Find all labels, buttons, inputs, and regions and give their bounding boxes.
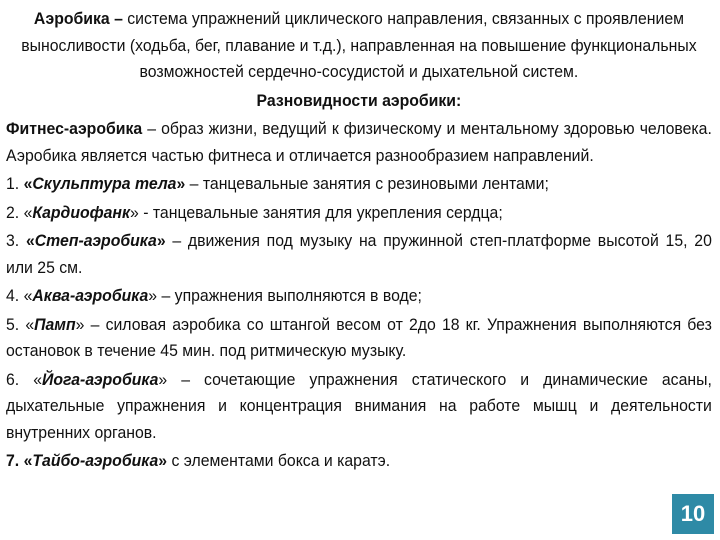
item-quote-open: « [19,231,35,250]
item-quote-open: « [19,314,35,334]
item-number: 1. [6,174,20,193]
item-quote-open: « [19,202,33,222]
item-text: – силовая аэробика со штангой весом от 2до 18 кг. Упражнения выполняются без остановок в течение 45 мин. под ритмическую музыку. [6,314,712,360]
intro-term: Аэробика – [33,9,123,28]
item-number: 5. [6,314,20,334]
item-number: 4. [6,286,20,305]
item-name: Кардиофанк [32,202,130,222]
list-item [6,312,712,365]
item-quote-open: « [19,369,43,389]
item-name: Аква-аэробика [32,286,149,305]
list-item [6,283,712,310]
list-item [6,200,712,227]
definition-term: Фитнес-аэробика [6,119,143,138]
item-quote-close: » [148,286,158,305]
item-quote-close: » [158,451,168,470]
item-name: Степ-аэробика [34,231,157,250]
item-quote-open: « [19,286,33,305]
list-item [6,448,712,475]
item-quote-close: » [176,174,186,193]
list-item [6,367,712,447]
page-number-badge: 10 [672,494,714,534]
item-number: 6. [6,369,20,389]
intro-paragraph [6,6,712,86]
item-name: Тайбо-аэробика [32,451,159,470]
item-text: – танцевальные занятия с резиновыми лентами; [185,174,549,193]
item-name: Памп [34,314,76,334]
item-name: Скульптура тела [32,174,177,193]
item-number: 7. [6,451,20,470]
item-text: – сочетающие упражнения статического и динамические асаны, дыхательные упражнения и концентрация внимания на работе мышц и деятельности внутренних органов. [6,369,712,442]
item-number: 2. [6,202,20,222]
list-item [6,171,712,198]
item-quote-close: » [75,314,85,334]
item-text: – движения под музыку на пружинной степ-платформе высотой 15, 20 или 25 см. [6,231,712,277]
item-quote-close: » [158,369,168,389]
item-quote-close: » [129,202,139,222]
intro-text: система упражнений циклического направления, связанных с проявлением выносливости (ходьба, бег, плавание и т.д.), направленная на повышение функциональных возможностей сердечно-сосудистой и дыхательной систем. [21,9,697,81]
definition-text: – образ жизни, ведущий к физическому и ментальному здоровью человека. Аэробика является частью фитнеса и отличается разнообразием направлений. [6,119,712,165]
item-name: Йога-аэробика [42,369,159,389]
item-text: с элементами бокса и каратэ. [167,451,391,470]
item-quote-open: « [19,174,33,193]
item-number: 3. [6,231,20,250]
item-text: - танцевальные занятия для укрепления сердца; [138,202,503,222]
definition-paragraph [6,116,712,169]
item-quote-close: » [156,231,166,250]
section-heading: Разновидности аэробики: [256,90,462,110]
item-quote-open: « [19,451,33,470]
list-item [6,228,712,281]
slide-content [6,6,712,475]
item-text: – упражнения выполняются в воде; [157,286,422,305]
